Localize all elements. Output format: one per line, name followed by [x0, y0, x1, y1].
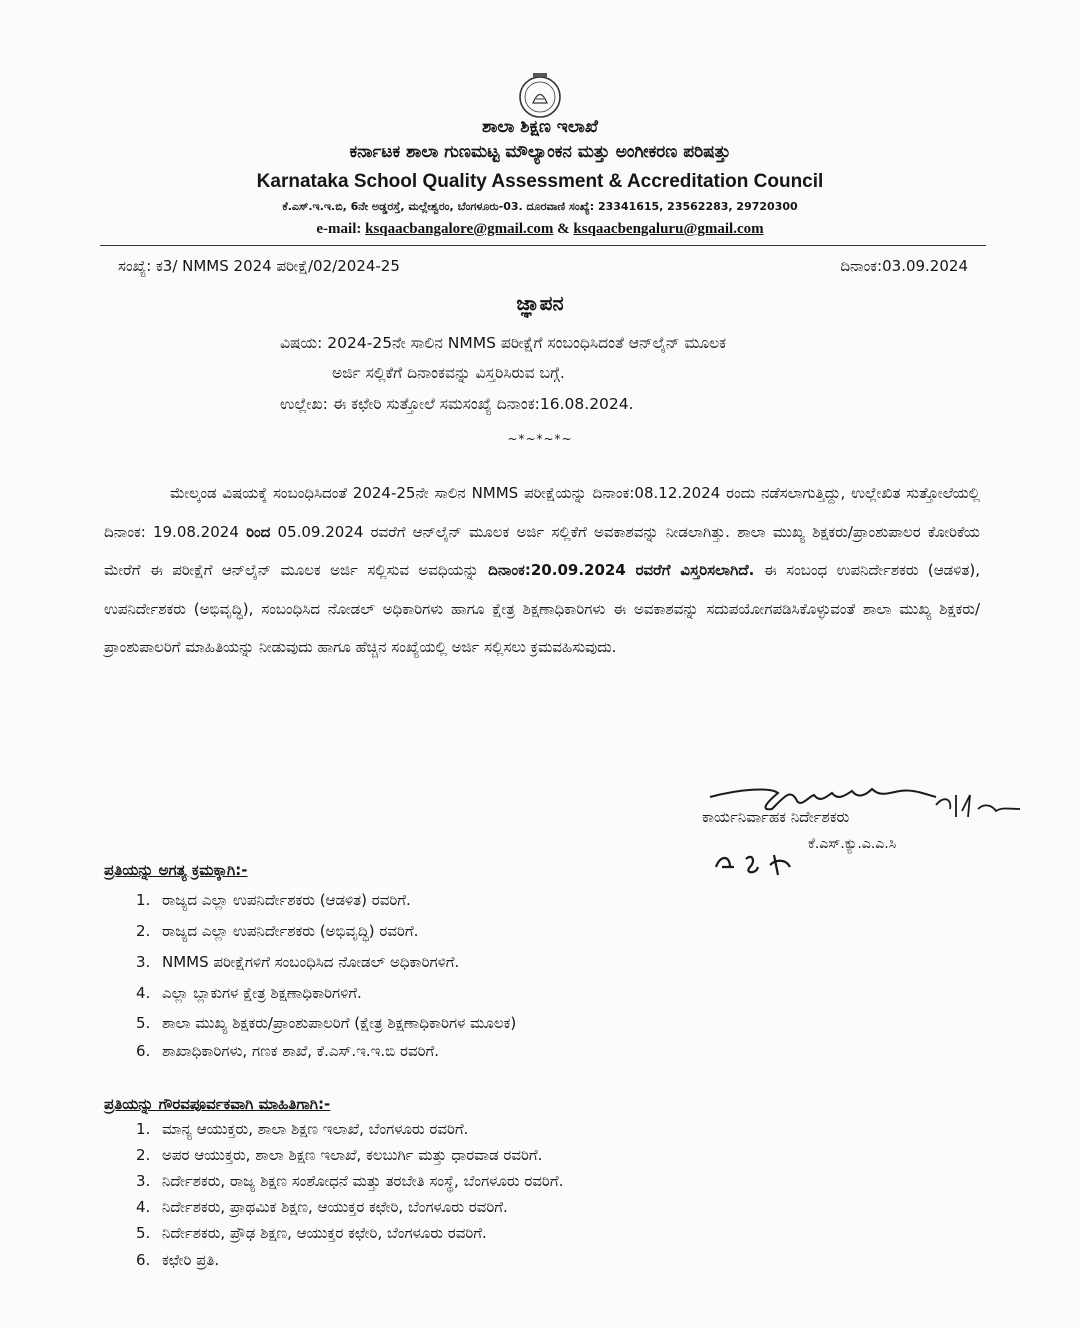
list-item-number: 4. — [136, 1198, 151, 1216]
list-item-number: 6. — [136, 1042, 151, 1060]
list-item-number: 1. — [136, 1120, 151, 1138]
govt-emblem-icon — [516, 70, 564, 120]
copy-info-heading: ಪ್ರತಿಯನ್ನು ಗೌರವಪೂರ್ವಕವಾಗಿ ಮಾಹಿತಿಗಾಗಿ:- — [104, 1095, 331, 1113]
list-item — [136, 922, 418, 940]
list-item — [136, 1042, 439, 1060]
list-item-text: ರಾಜ್ಯದ ಎಲ್ಲಾ ಉಪನಿರ್ದೇಶಕರು (ಆಡಳಿತ) ರವರಿಗೆ. — [162, 891, 411, 909]
email-line — [0, 221, 1080, 238]
council-address: ಕೆ.ಎಸ್.ಇ.ಇ.ಬಿ, 6ನೇ ಅಡ್ಡರಸ್ತೆ, ಮಲ್ಲೇಶ್ವರಂ, ಬೆಂಗಳೂರು-03. ದೂರವಾಣಿ ಸಂಖ್ಯೆ: 23341615, 23562283, 29720300 — [282, 200, 798, 213]
email-link-1[interactable]: ksqaacbangalore@gmail.com — [365, 221, 554, 237]
list-item-text: ಕಛೇರಿ ಪ್ರತಿ. — [162, 1251, 220, 1269]
body-text-2: 05.09.2024 ರವರೆಗೆ ಆನ್‌ಲೈನ್ ಮೂಲಕ ಅರ್ಜಿ ಸಲ್ಲಿಕೆಗೆ ಅವಕಾಶವನ್ನು ನೀಡಲಾಗಿತ್ತು. ಶಾಲಾ ಮುಖ್ಯ ಶಿಕ್ಷಕರು/ಪ್ರಾಂಶುಪಾಲರ ಕೋರಿಕೆಯ ಮೇರೆಗೆ ಈ ಪರೀಕ್ಷೆಗೆ ಆನ್‌ಲೈನ್ ಮೂಲಕ ಅರ್ಜಿ ಸಲ್ಲಿಸುವ ಅವಧಿಯನ್ನು — [104, 522, 980, 580]
list-item-number: 4. — [136, 984, 151, 1002]
department-name: ಶಾಲಾ ಶಿಕ್ಷಣ ಇಲಾಖೆ — [482, 117, 598, 137]
email-link-2[interactable]: ksqaacbengaluru@gmail.com — [573, 221, 764, 237]
copy-action-heading: ಪ್ರತಿಯನ್ನು ಅಗತ್ಯ ಕ್ರಮಕ್ಕಾಗಿ:- — [104, 861, 248, 879]
list-item-text: ಎಲ್ಲಾ ಬ್ಲಾಕುಗಳ ಕ್ಷೇತ್ರ ಶಿಕ್ಷಣಾಧಿಕಾರಿಗಳಿಗೆ. — [162, 984, 362, 1002]
body-text-1: ಮೇಲ್ಕಂಡ ವಿಷಯಕ್ಕೆ ಸಂಬಂಧಿಸಿದಂತೆ 2024-25ನೇ ಸಾಲಿನ NMMS ಪರೀಕ್ಷೆಯನ್ನು ದಿನಾಂಕ:08.12.2024 ರಂದು ನಡೆಸಲಾಗುತ್ತಿದ್ದು, ಉಲ್ಲೇಖಿತ ಸುತ್ತೋಲೆಯಲ್ಲಿ ದಿನಾಂಕ: 19.08.2024 — [104, 484, 980, 541]
list-item-number: 2. — [136, 1146, 151, 1164]
list-item-number: 6. — [136, 1251, 151, 1269]
list-item-text: NMMS ಪರೀಕ್ಷೆಗಳಿಗೆ ಸಂಬಂಧಿಸಿದ ನೋಡಲ್ ಅಧಿಕಾರಿಗಳಿಗೆ. — [162, 953, 460, 971]
list-item — [136, 953, 459, 971]
list-item — [136, 1120, 468, 1138]
list-item-number: 1. — [136, 891, 151, 909]
memo-date: ದಿನಾಂಕ:03.09.2024 — [840, 257, 968, 275]
signatory-organisation: ಕೆ.ಎಸ್.ಕ್ಯು.ಎ.ಎ.ಸಿ — [808, 836, 897, 852]
council-name-kannada: ಕರ್ನಾಟಕ ಶಾಲಾ ಗುಣಮಟ್ಟ ಮೌಲ್ಯಾಂಕನ ಮತ್ತು ಅಂಗೀಕರಣ ಪರಿಷತ್ತು — [349, 142, 731, 162]
list-item — [136, 984, 362, 1002]
section-separator: ~*~*~*~ — [507, 432, 573, 446]
list-item — [136, 1172, 563, 1190]
signatory-designation: ಕಾರ್ಯನಿರ್ವಾಹಕ ನಿರ್ದೇಶಕರು — [702, 808, 850, 826]
list-item-text: ಮಾನ್ಯ ಆಯುಕ್ತರು, ಶಾಲಾ ಶಿಕ್ಷಣ ಇಲಾಖೆ, ಬೆಂಗಳೂರು ರವರಿಗೆ. — [162, 1120, 469, 1138]
list-item-number: 5. — [136, 1014, 151, 1032]
list-item-number: 3. — [136, 953, 151, 971]
body-bold-1: ರಿಂದ — [246, 522, 271, 541]
council-name-english: Karnataka School Quality Assessment & Accreditation Council — [256, 171, 824, 192]
list-item — [136, 1146, 542, 1164]
list-item — [136, 1251, 219, 1269]
email-label: e-mail: — [316, 221, 366, 237]
list-item-text: ನಿರ್ದೇಶಕರು, ಪ್ರೌಢ ಶಿಕ್ಷಣ, ಆಯುಕ್ತರ ಕಛೇರಿ, ಬೆಂಗಳೂರು ರವರಿಗೆ. — [162, 1224, 487, 1242]
list-item-text: ಅಪರ ಆಯುಕ್ತರು, ಶಾಲಾ ಶಿಕ್ಷಣ ಇಲಾಖೆ, ಕಲಬುರ್ಗಿ ಮತ್ತು ಧಾರವಾಡ ರವರಿಗೆ. — [162, 1146, 543, 1164]
reference-number: ಸಂಖ್ಯೆ: ಕ3/ NMMS 2024 ಪರೀಕ್ಷೆ/02/2024-25 — [118, 257, 400, 275]
email-join: & — [553, 221, 574, 237]
body-paragraph — [104, 474, 980, 667]
list-item-text: ಶಾಲಾ ಮುಖ್ಯ ಶಿಕ್ಷಕರು/ಪ್ರಾಂಶುಪಾಲರಿಗೆ (ಕ್ಷೇತ್ರ ಶಿಕ್ಷಣಾಧಿಕಾರಿಗಳ ಮೂಲಕ) — [162, 1014, 517, 1032]
list-item-text: ರಾಜ್ಯದ ಎಲ್ಲಾ ಉಪನಿರ್ದೇಶಕರು (ಅಭಿವೃದ್ಧಿ) ರವರಿಗೆ. — [162, 922, 419, 940]
list-item-number: 5. — [136, 1224, 151, 1242]
list-item-number: 2. — [136, 922, 151, 940]
list-item — [136, 1224, 487, 1242]
body-text-3: ಈ ಸಂಬಂಧ ಉಪನಿರ್ದೇಶಕರು (ಆಡಳಿತ), ಉಪನಿರ್ದೇಶಕರು (ಅಭಿವೃದ್ಧಿ), ಸಂಬಂಧಿಸಿದ ನೋಡಲ್ ಅಧಿಕಾರಿಗಳು ಹಾಗೂ ಕ್ಷೇತ್ರ ಶಿಕ್ಷಣಾಧಿಕಾರಿಗಳು ಈ ಅವಕಾಶವನ್ನು ಸದುಪಯೋಗಪಡಿಸಿಕೊಳ್ಳುವಂತೆ ಶಾಲಾ ಮುಖ್ಯ ಶಿಕ್ಷಕರು/ಪ್ರಾಂಶುಪಾಲರಿಗೆ ಮಾಹಿತಿಯನ್ನು ನೀಡುವುದು ಹಾಗೂ ಹೆಚ್ಚಿನ ಸಂಖ್ಯೆಯಲ್ಲಿ ಅರ್ಜಿ ಸಲ್ಲಿಸಲು ಕ್ರಮವಹಿಸುವುದು. — [104, 561, 980, 657]
list-item — [136, 1014, 516, 1032]
body-bold-2: ದಿನಾಂಕ:20.09.2024 ರವರೆಗೆ ವಿಸ್ತರಿಸಲಾಗಿದೆ. — [488, 561, 755, 580]
handwritten-signature — [700, 775, 1050, 885]
list-item-text: ನಿರ್ದೇಶಕರು, ಪ್ರಾಥಮಿಕ ಶಿಕ್ಷಣ, ಆಯುಕ್ತರ ಕಛೇರಿ, ಬೆಂಗಳೂರು ರವರಿಗೆ. — [162, 1198, 508, 1216]
list-item-text: ಶಾಖಾಧಿಕಾರಿಗಳು, ಗಣಕ ಶಾಖೆ, ಕೆ.ಎಸ್.ಇ.ಇ.ಬಿ ರವರಿಗೆ. — [162, 1042, 439, 1060]
list-item — [136, 1198, 508, 1216]
subject-line-1: ವಿಷಯ: 2024-25ನೇ ಸಾಲಿನ NMMS ಪರೀಕ್ಷೆಗೆ ಸಂಬಂಧಿಸಿದಂತೆ ಆನ್‌ಲೈನ್ ಮೂಲಕ — [280, 334, 727, 352]
reference-line: ಉಲ್ಲೇಖ: ಈ ಕಛೇರಿ ಸುತ್ತೋಲೆ ಸಮಸಂಖ್ಯೆ ದಿನಾಂಕ:16.08.2024. — [280, 395, 634, 413]
memo-title: ಜ್ಞಾಪನ — [516, 291, 564, 315]
header-divider — [100, 245, 986, 246]
list-item-number: 3. — [136, 1172, 151, 1190]
subject-line-2: ಅರ್ಜಿ ಸಲ್ಲಿಕೆಗೆ ದಿನಾಂಕವನ್ನು ವಿಸ್ತರಿಸಿರುವ ಬಗ್ಗೆ. — [332, 364, 565, 382]
list-item-text: ನಿರ್ದೇಶಕರು, ರಾಜ್ಯ ಶಿಕ್ಷಣ ಸಂಶೋಧನೆ ಮತ್ತು ತರಬೇತಿ ಸಂಸ್ಥೆ, ಬೆಂಗಳೂರು ರವರಿಗೆ. — [162, 1172, 564, 1190]
list-item — [136, 891, 411, 909]
